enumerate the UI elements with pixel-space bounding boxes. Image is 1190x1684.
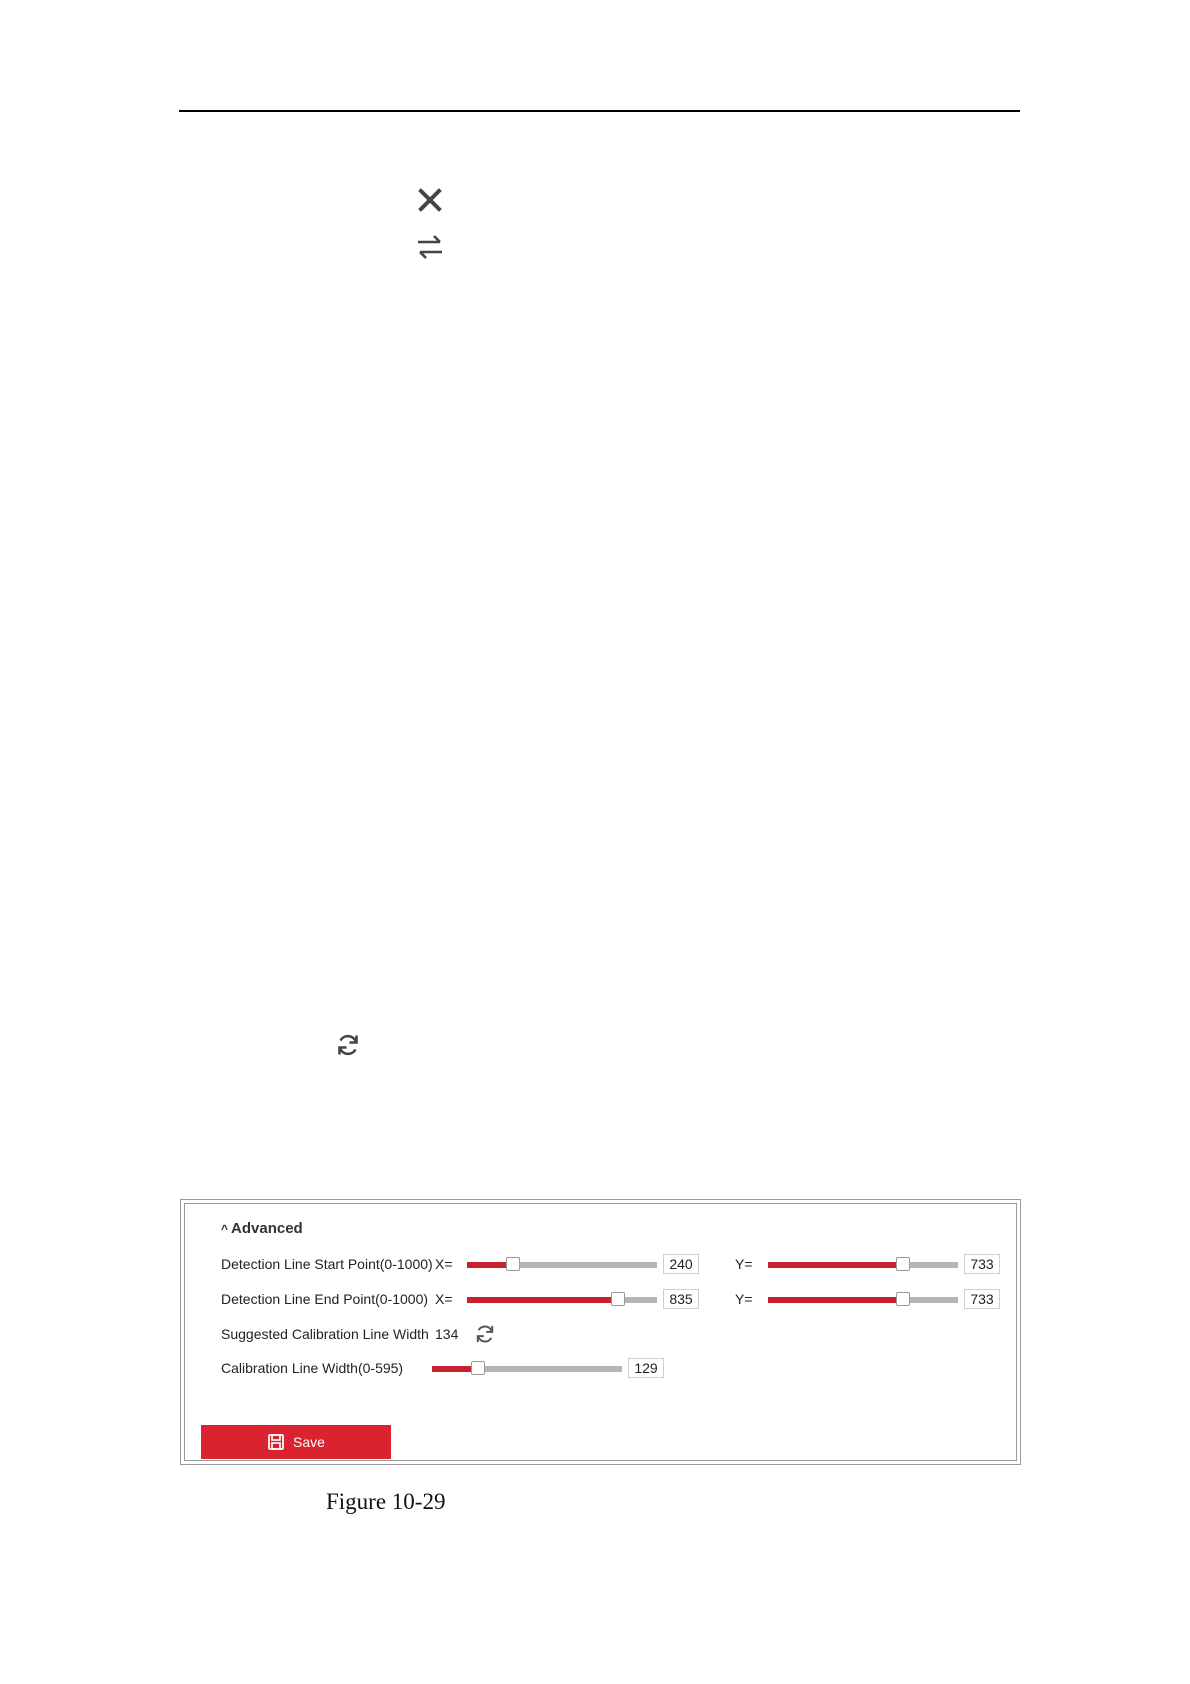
start-y-label: Y= <box>735 1256 753 1272</box>
start-x-value[interactable]: 240 <box>663 1254 699 1274</box>
suggested-width-label: Suggested Calibration Line Width <box>221 1326 429 1342</box>
advanced-panel <box>180 1199 1021 1465</box>
start-x-slider-handle[interactable] <box>506 1257 520 1271</box>
advanced-toggle[interactable] <box>221 1220 303 1237</box>
start-y-value[interactable]: 733 <box>964 1254 1000 1274</box>
start-y-slider-fill <box>768 1262 903 1268</box>
swap-direction-icon <box>415 232 445 262</box>
caret-up-icon: ^ <box>221 1222 229 1236</box>
end-x-slider[interactable] <box>467 1297 657 1303</box>
end-y-slider[interactable] <box>768 1297 958 1303</box>
end-x-slider-fill <box>467 1297 618 1303</box>
calibration-width-label: Calibration Line Width(0-595) <box>221 1360 404 1376</box>
save-button-label: Save <box>293 1434 325 1450</box>
start-y-slider[interactable] <box>768 1262 958 1268</box>
end-y-slider-fill <box>768 1297 903 1303</box>
save-button[interactable] <box>201 1425 391 1459</box>
advanced-panel-inner <box>184 1203 1017 1461</box>
start-y-slider-handle[interactable] <box>896 1257 910 1271</box>
figure-caption: Figure 10-29 <box>326 1489 446 1514</box>
end-y-value[interactable]: 733 <box>964 1289 1000 1309</box>
suggested-width-value: 134 <box>435 1326 459 1342</box>
end-y-slider-handle[interactable] <box>896 1292 910 1306</box>
advanced-title: Advanced <box>231 1220 303 1237</box>
start-point-label: Detection Line Start Point(0-1000) <box>221 1256 433 1272</box>
end-x-value[interactable]: 835 <box>663 1289 699 1309</box>
refresh-icon <box>335 1032 361 1058</box>
end-y-label: Y= <box>735 1291 753 1307</box>
end-x-label: X= <box>435 1291 453 1307</box>
save-icon <box>267 1433 285 1451</box>
close-icon <box>415 185 445 215</box>
end-point-label: Detection Line End Point(0-1000) <box>221 1291 429 1307</box>
start-x-slider[interactable] <box>467 1262 657 1268</box>
calibration-width-value[interactable]: 129 <box>628 1358 664 1378</box>
header-rule <box>179 110 1020 112</box>
calibration-width-slider-handle[interactable] <box>471 1361 485 1375</box>
refresh-icon[interactable] <box>474 1323 496 1345</box>
end-x-slider-handle[interactable] <box>611 1292 625 1306</box>
calibration-width-slider[interactable] <box>432 1366 622 1372</box>
start-x-label: X= <box>435 1256 453 1272</box>
